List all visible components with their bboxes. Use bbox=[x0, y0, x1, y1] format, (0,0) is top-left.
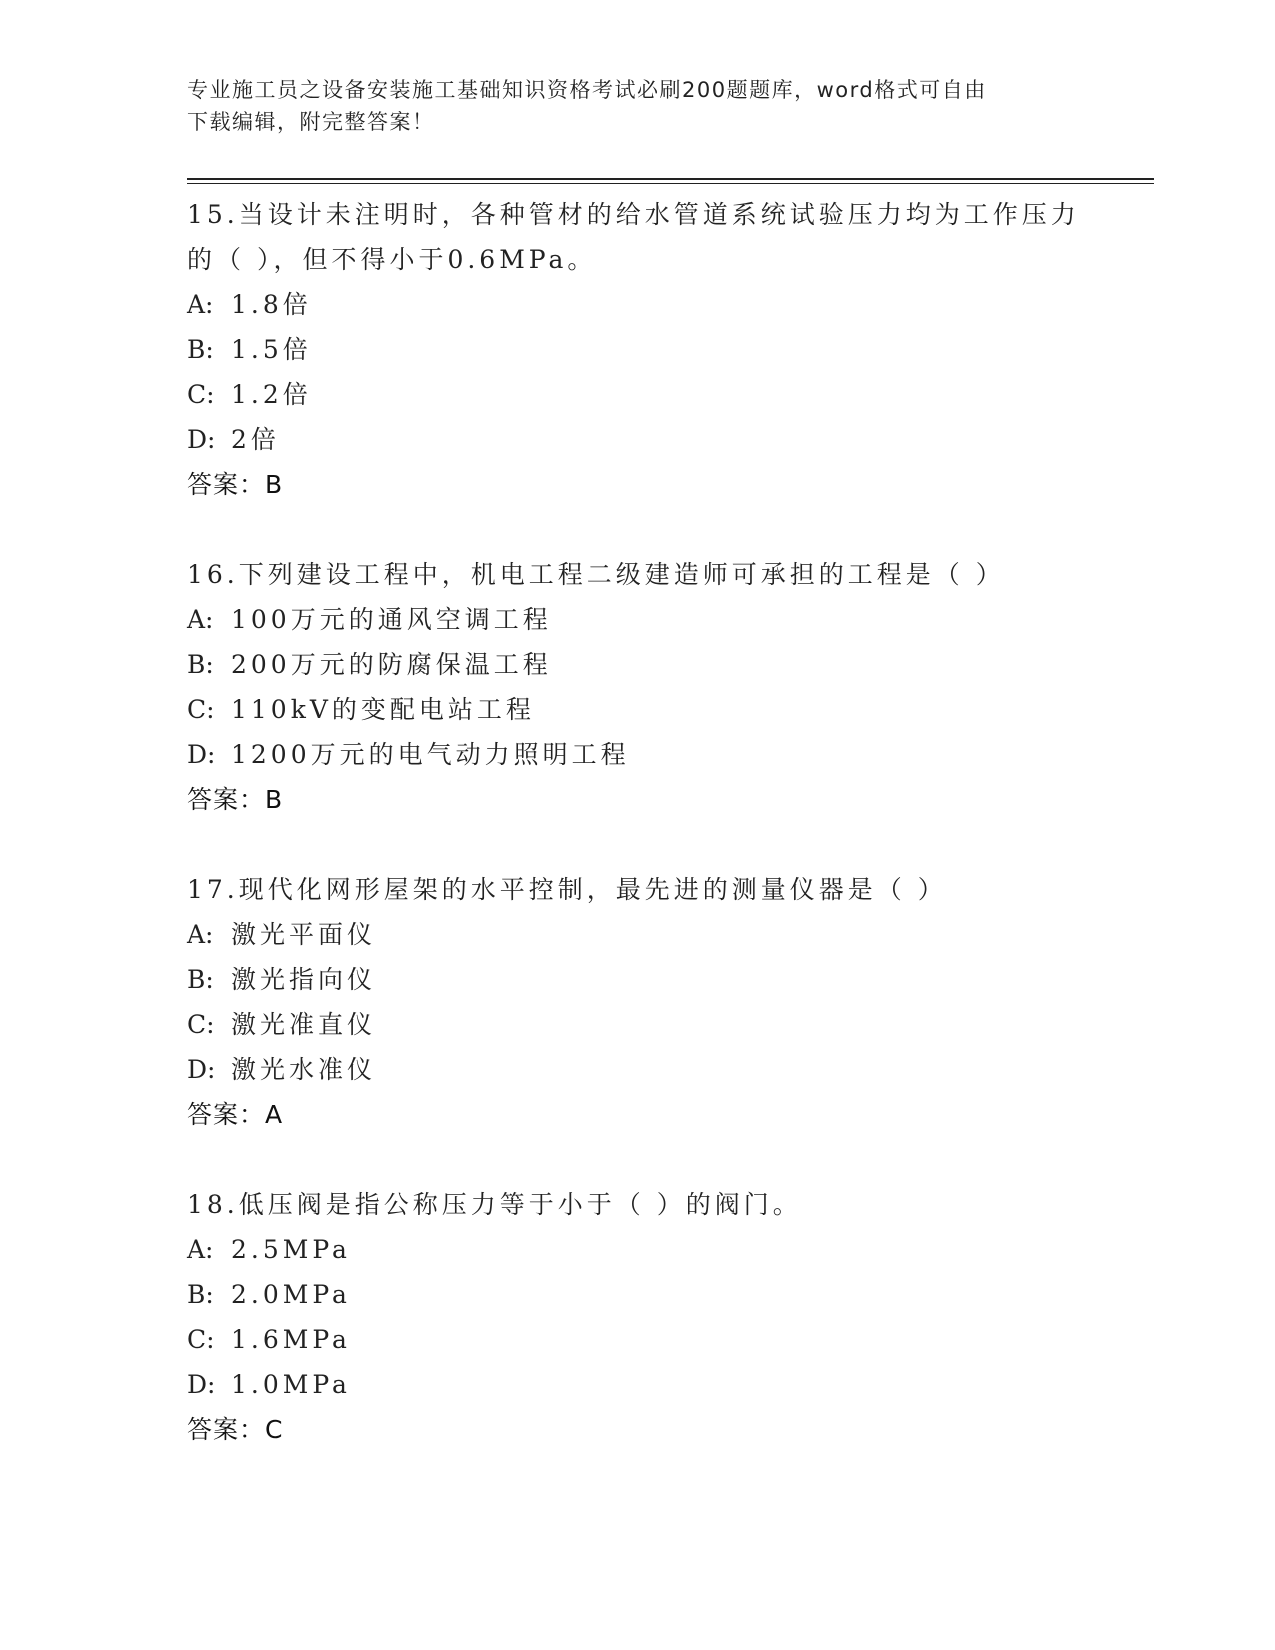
question-16 bbox=[187, 552, 1147, 822]
option-text: 2.5MPa bbox=[231, 1235, 351, 1264]
option-a bbox=[187, 597, 1147, 642]
option-d bbox=[187, 732, 1147, 777]
option-key: A: bbox=[187, 920, 214, 949]
option-key: B: bbox=[187, 965, 214, 994]
header-line-2: 下载编辑，附完整答案！ bbox=[187, 110, 435, 134]
option-key: B: bbox=[187, 650, 214, 679]
answer-line: 答案：C bbox=[187, 1415, 284, 1444]
option-a bbox=[187, 912, 1147, 957]
option-text: 激光准直仪 bbox=[231, 1010, 377, 1039]
option-key: C: bbox=[187, 1010, 215, 1039]
option-text: 1.2倍 bbox=[231, 380, 312, 409]
option-text: 激光指向仪 bbox=[231, 965, 377, 994]
option-d bbox=[187, 417, 1147, 462]
question-18 bbox=[187, 1182, 1147, 1452]
question-15 bbox=[187, 192, 1147, 507]
answer-line: 答案：B bbox=[187, 470, 284, 499]
option-d bbox=[187, 1047, 1147, 1092]
option-text: 1.8倍 bbox=[231, 290, 312, 319]
option-text: 1.6MPa bbox=[231, 1325, 351, 1354]
question-17 bbox=[187, 867, 1147, 1137]
option-key: C: bbox=[187, 1325, 215, 1354]
option-text: 110kV的变配电站工程 bbox=[231, 695, 535, 724]
option-c bbox=[187, 372, 1147, 417]
option-text: 激光平面仪 bbox=[231, 920, 377, 949]
option-b bbox=[187, 327, 1147, 372]
question-stem: 17.现代化网形屋架的水平控制，最先进的测量仪器是（ ） bbox=[187, 875, 947, 904]
option-text: 200万元的防腐保温工程 bbox=[231, 650, 552, 679]
option-c bbox=[187, 1317, 1147, 1362]
option-key: C: bbox=[187, 695, 215, 724]
option-a bbox=[187, 282, 1147, 327]
question-stem: 16.下列建设工程中，机电工程二级建造师可承担的工程是（ ） bbox=[187, 560, 1005, 589]
option-key: A: bbox=[187, 1235, 214, 1264]
option-text: 1.5倍 bbox=[231, 335, 312, 364]
option-key: D: bbox=[187, 425, 216, 454]
option-key: A: bbox=[187, 605, 214, 634]
question-list bbox=[187, 192, 1147, 1497]
option-b bbox=[187, 642, 1147, 687]
question-stem: 15.当设计未注明时，各种管材的给水管道系统试验压力均为工作压力 bbox=[187, 200, 1080, 229]
header-divider-thin bbox=[187, 183, 1154, 184]
header-divider-thick bbox=[187, 178, 1154, 180]
option-b bbox=[187, 1272, 1147, 1317]
option-text: 1200万元的电气动力照明工程 bbox=[231, 740, 630, 769]
option-a bbox=[187, 1227, 1147, 1272]
option-b bbox=[187, 957, 1147, 1002]
option-key: D: bbox=[187, 740, 216, 769]
question-stem-continued: 的（ ），但不得小于0.6MPa。 bbox=[187, 245, 597, 274]
option-text: 100万元的通风空调工程 bbox=[231, 605, 552, 634]
option-text: 2.0MPa bbox=[231, 1280, 351, 1309]
option-c bbox=[187, 1002, 1147, 1047]
option-text: 1.0MPa bbox=[231, 1370, 351, 1399]
answer-line: 答案：B bbox=[187, 785, 284, 814]
option-key: B: bbox=[187, 335, 214, 364]
header-line-1: 专业施工员之设备安装施工基础知识资格考试必刷200题题库，word格式可自由 bbox=[187, 78, 987, 102]
answer-line: 答案：A bbox=[187, 1100, 284, 1129]
option-c bbox=[187, 687, 1147, 732]
option-key: A: bbox=[187, 290, 214, 319]
document-header bbox=[187, 74, 1087, 138]
option-key: B: bbox=[187, 1280, 214, 1309]
question-stem: 18.低压阀是指公称压力等于小于（ ）的阀门。 bbox=[187, 1190, 802, 1219]
option-text: 2倍 bbox=[231, 425, 280, 454]
option-key: D: bbox=[187, 1055, 216, 1084]
option-key: C: bbox=[187, 380, 215, 409]
option-key: D: bbox=[187, 1370, 216, 1399]
option-d bbox=[187, 1362, 1147, 1407]
option-text: 激光水准仪 bbox=[231, 1055, 377, 1084]
